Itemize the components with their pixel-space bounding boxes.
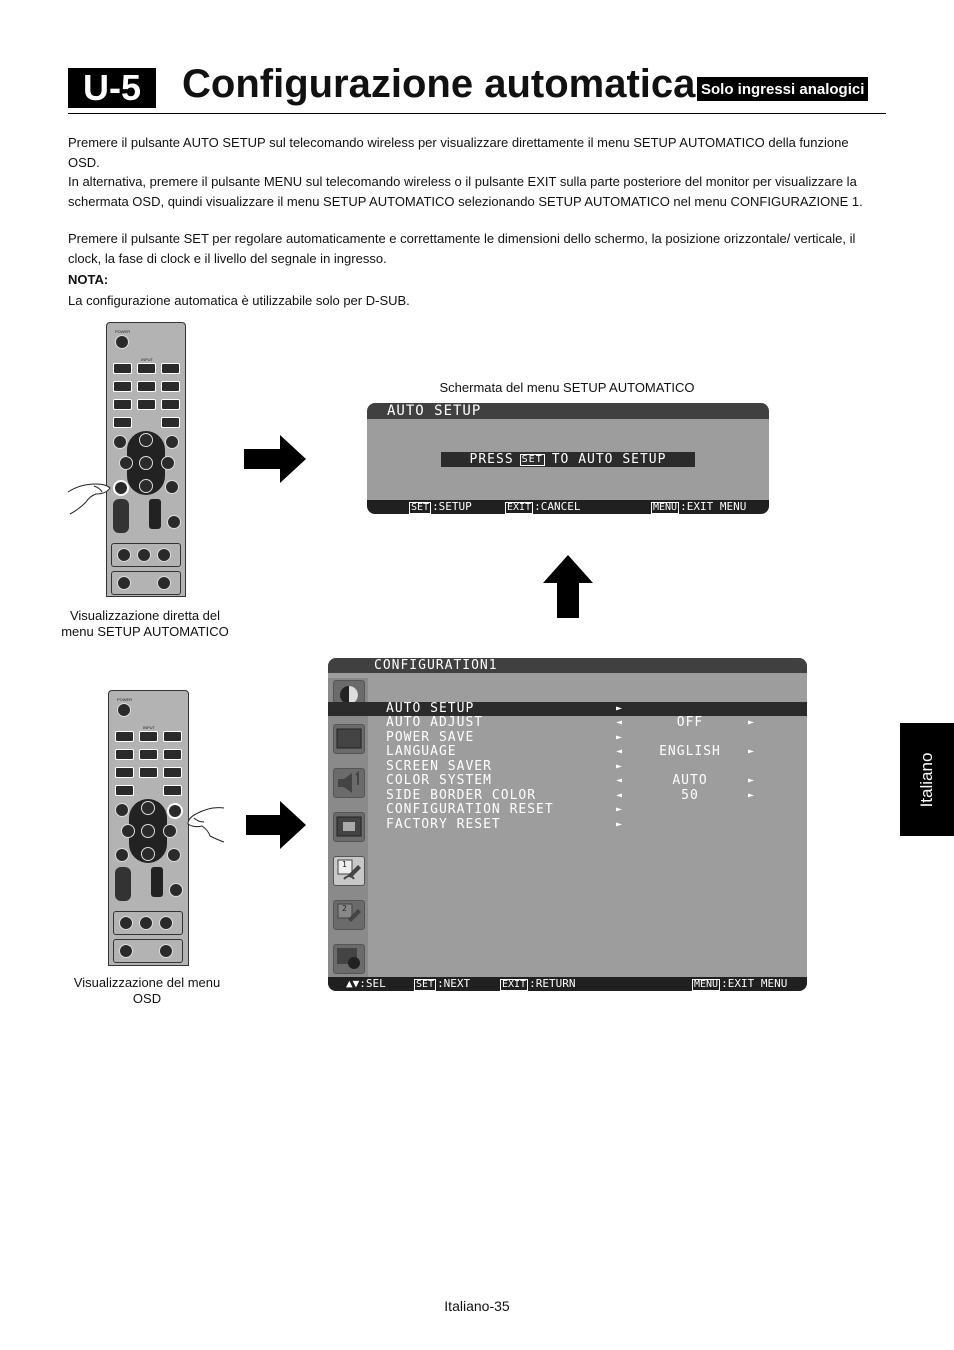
power-button[interactable] xyxy=(117,703,131,717)
arrow-up-icon xyxy=(543,555,593,618)
menu-row-color-system[interactable]: COLOR SYSTEM ◄ AUTO ► xyxy=(386,773,756,788)
footer-set-next: SET :NEXT xyxy=(416,977,471,990)
hdmi1-button[interactable] xyxy=(115,731,134,742)
plus-button[interactable] xyxy=(161,456,175,470)
configuration1-tab-icon[interactable] xyxy=(333,856,365,886)
footer-menu-exit: MENU :EXIT MENU xyxy=(694,977,788,990)
arrow-right-icon xyxy=(246,801,308,849)
minus-button[interactable] xyxy=(119,456,133,470)
set-button[interactable] xyxy=(141,824,155,838)
caption-remote-top: Visualizzazione diretta del menu SETUP AUTOMATICO xyxy=(61,608,229,639)
menu-row-screen-saver[interactable]: SCREEN SAVER ► xyxy=(386,759,624,774)
caption-remote-bottom: Visualizzazione del menu OSD xyxy=(73,975,221,1006)
dvd-button[interactable] xyxy=(163,731,182,742)
set-key-icon: SET xyxy=(521,453,543,465)
size-button[interactable] xyxy=(163,785,182,796)
press-set-message xyxy=(441,452,695,467)
menu-row-auto-adjust[interactable]: AUTO ADJUST ◄ OFF ► xyxy=(386,715,756,730)
volume-rocker[interactable] xyxy=(151,867,163,897)
pointing-hand-icon xyxy=(180,800,226,844)
rgbhv-button[interactable] xyxy=(161,399,180,410)
still-onoff-button[interactable] xyxy=(119,944,133,958)
option-button[interactable] xyxy=(137,381,156,392)
note-text: La configurazione automatica è utilizzabile solo per D-SUB. xyxy=(68,293,410,308)
dsub-button[interactable] xyxy=(115,749,134,760)
remote-control-top xyxy=(106,322,186,597)
exit-button[interactable] xyxy=(165,480,179,494)
arrow-right-icon: ► xyxy=(748,717,756,728)
auto-setup-title: AUTO SETUP xyxy=(387,403,482,419)
remote-control-bottom xyxy=(108,690,189,966)
menu-row-auto-setup[interactable]: AUTO SETUP ► xyxy=(328,702,807,716)
auto-setup-button[interactable] xyxy=(115,848,129,862)
video-button[interactable] xyxy=(113,399,132,410)
still-onoff-button[interactable] xyxy=(117,576,131,590)
down-button[interactable] xyxy=(141,847,155,861)
video-button[interactable] xyxy=(115,767,134,778)
up-button[interactable] xyxy=(141,801,155,815)
paragraph-3: Premere il pulsante SET per regolare automaticamente e correttamente le dimensioni dello schermo, la posizione orizzontale/ verticale, il clock, la fase di clock e il livello del segnale in ingresso. xyxy=(68,231,856,266)
pip-input-button[interactable] xyxy=(139,916,153,930)
advanced-tab-icon[interactable] xyxy=(333,944,365,974)
paragraph-1: Premere il pulsante AUTO SETUP sul telecomando wireless per visualizzare direttamente il menu SETUP AUTOMATICO della funzione OSD. xyxy=(68,135,849,170)
configuration1-title: CONFIGURATION1 xyxy=(374,658,498,673)
volume-rocker[interactable] xyxy=(149,499,161,529)
minus-button[interactable] xyxy=(121,824,135,838)
section-code: U-5 xyxy=(68,68,156,108)
pip-change-button[interactable] xyxy=(159,916,173,930)
arrow-right-icon: ► xyxy=(748,746,756,757)
arrow-right-icon xyxy=(244,435,308,483)
footer-menu-exit: MENU :EXIT MENU xyxy=(653,500,747,513)
arrow-left-icon: ◄ xyxy=(616,790,624,801)
menu-row-power-save[interactable]: POWER SAVE ► xyxy=(386,730,624,745)
arrow-right-icon: ► xyxy=(616,761,624,772)
menu-row-configuration-reset[interactable]: CONFIGURATION RESET ► xyxy=(386,802,624,817)
dvd-button[interactable] xyxy=(161,363,180,374)
analog-only-badge: Solo ingressi analogici xyxy=(697,77,868,101)
footer-exit-cancel: EXIT :CANCEL xyxy=(507,500,581,513)
note-label: NOTA: xyxy=(68,272,109,287)
svideo-button[interactable] xyxy=(137,399,156,410)
rgbhv-button[interactable] xyxy=(163,767,182,778)
up-button[interactable] xyxy=(139,433,153,447)
mute-button[interactable] xyxy=(167,515,181,529)
power-label: POWER xyxy=(115,329,131,334)
set-button[interactable] xyxy=(139,456,153,470)
page-title: Configurazione automatica xyxy=(182,62,696,106)
arrow-right-icon: ► xyxy=(616,819,624,830)
power-label: POWER xyxy=(117,697,133,702)
still-capture-button[interactable] xyxy=(157,576,171,590)
configuration2-tab-icon[interactable] xyxy=(333,900,365,930)
footer-set-setup: SET :SETUP xyxy=(411,500,472,513)
arrow-right-icon: ► xyxy=(616,732,624,743)
down-button[interactable] xyxy=(139,479,153,493)
arrow-right-icon: ► xyxy=(616,804,624,815)
language-side-tab xyxy=(900,723,954,836)
arrow-right-icon: ► xyxy=(748,775,756,786)
hdmi2-button[interactable] xyxy=(139,731,158,742)
press-text: PRESS xyxy=(469,452,514,467)
caption-auto-setup-screen: Schermata del menu SETUP AUTOMATICO xyxy=(439,380,695,395)
picture-mode-button[interactable] xyxy=(115,785,134,796)
configuration1-osd xyxy=(328,658,807,991)
input-label: INPUT xyxy=(141,357,153,362)
exit-button[interactable] xyxy=(167,848,181,862)
pip-onoff-button[interactable] xyxy=(117,548,131,562)
menu-row-side-border-color[interactable]: SIDE BORDER COLOR ◄ 50 ► xyxy=(386,788,756,803)
footer-exit-return: EXIT :RETURN xyxy=(502,977,576,990)
arrow-right-icon: ► xyxy=(616,703,624,714)
display-button[interactable] xyxy=(115,803,129,817)
plus-button[interactable] xyxy=(163,824,177,838)
pip-onoff-button[interactable] xyxy=(119,916,133,930)
auto-setup-osd xyxy=(367,403,769,514)
menu-row-language[interactable]: LANGUAGE ◄ ENGLISH ► xyxy=(386,744,756,759)
page-number: Italiano-35 xyxy=(444,1298,510,1314)
picture-mode-button[interactable] xyxy=(113,417,132,428)
audio-input-button[interactable] xyxy=(115,867,131,901)
svideo-button[interactable] xyxy=(139,767,158,778)
option-button[interactable] xyxy=(139,749,158,760)
menu-row-factory-reset[interactable]: FACTORY RESET ► xyxy=(386,817,624,832)
display-button[interactable] xyxy=(113,435,127,449)
arrow-right-icon: ► xyxy=(748,790,756,801)
mute-button[interactable] xyxy=(169,883,183,897)
tab-number-1: 1 xyxy=(342,860,347,869)
header-rule xyxy=(68,113,886,114)
side-tab-label: Italiano xyxy=(917,752,936,807)
tab-number-2: 2 xyxy=(342,904,347,913)
to-auto-setup-text: TO AUTO SETUP xyxy=(551,452,667,467)
hdmi2-button[interactable] xyxy=(137,363,156,374)
pip-input-button[interactable] xyxy=(137,548,151,562)
arrow-left-icon: ◄ xyxy=(616,746,624,757)
paragraph-2: In alternativa, premere il pulsante MENU sul telecomando wireless o il pulsante EXIT sulla parte posteriore del monitor per visualizzare la schermata OSD, quindi visualizzare il menu SETUP AUTOMATICO selezionando SETUP AUTOMATICO nel menu CONFIGURAZIONE 1. xyxy=(68,174,863,209)
arrow-left-icon: ◄ xyxy=(616,775,624,786)
hdmi1-button[interactable] xyxy=(113,363,132,374)
displayport-button[interactable] xyxy=(163,749,182,760)
arrow-left-icon: ◄ xyxy=(616,717,624,728)
menu-button[interactable] xyxy=(165,435,179,449)
power-button[interactable] xyxy=(115,335,129,349)
still-capture-button[interactable] xyxy=(159,944,173,958)
dsub-button[interactable] xyxy=(113,381,132,392)
displayport-button[interactable] xyxy=(161,381,180,392)
footer-sel: ▲▼:SEL xyxy=(346,977,386,990)
input-label: INPUT xyxy=(143,725,155,730)
pip-change-button[interactable] xyxy=(157,548,171,562)
pointing-hand-icon xyxy=(66,474,116,518)
size-button[interactable] xyxy=(161,417,180,428)
